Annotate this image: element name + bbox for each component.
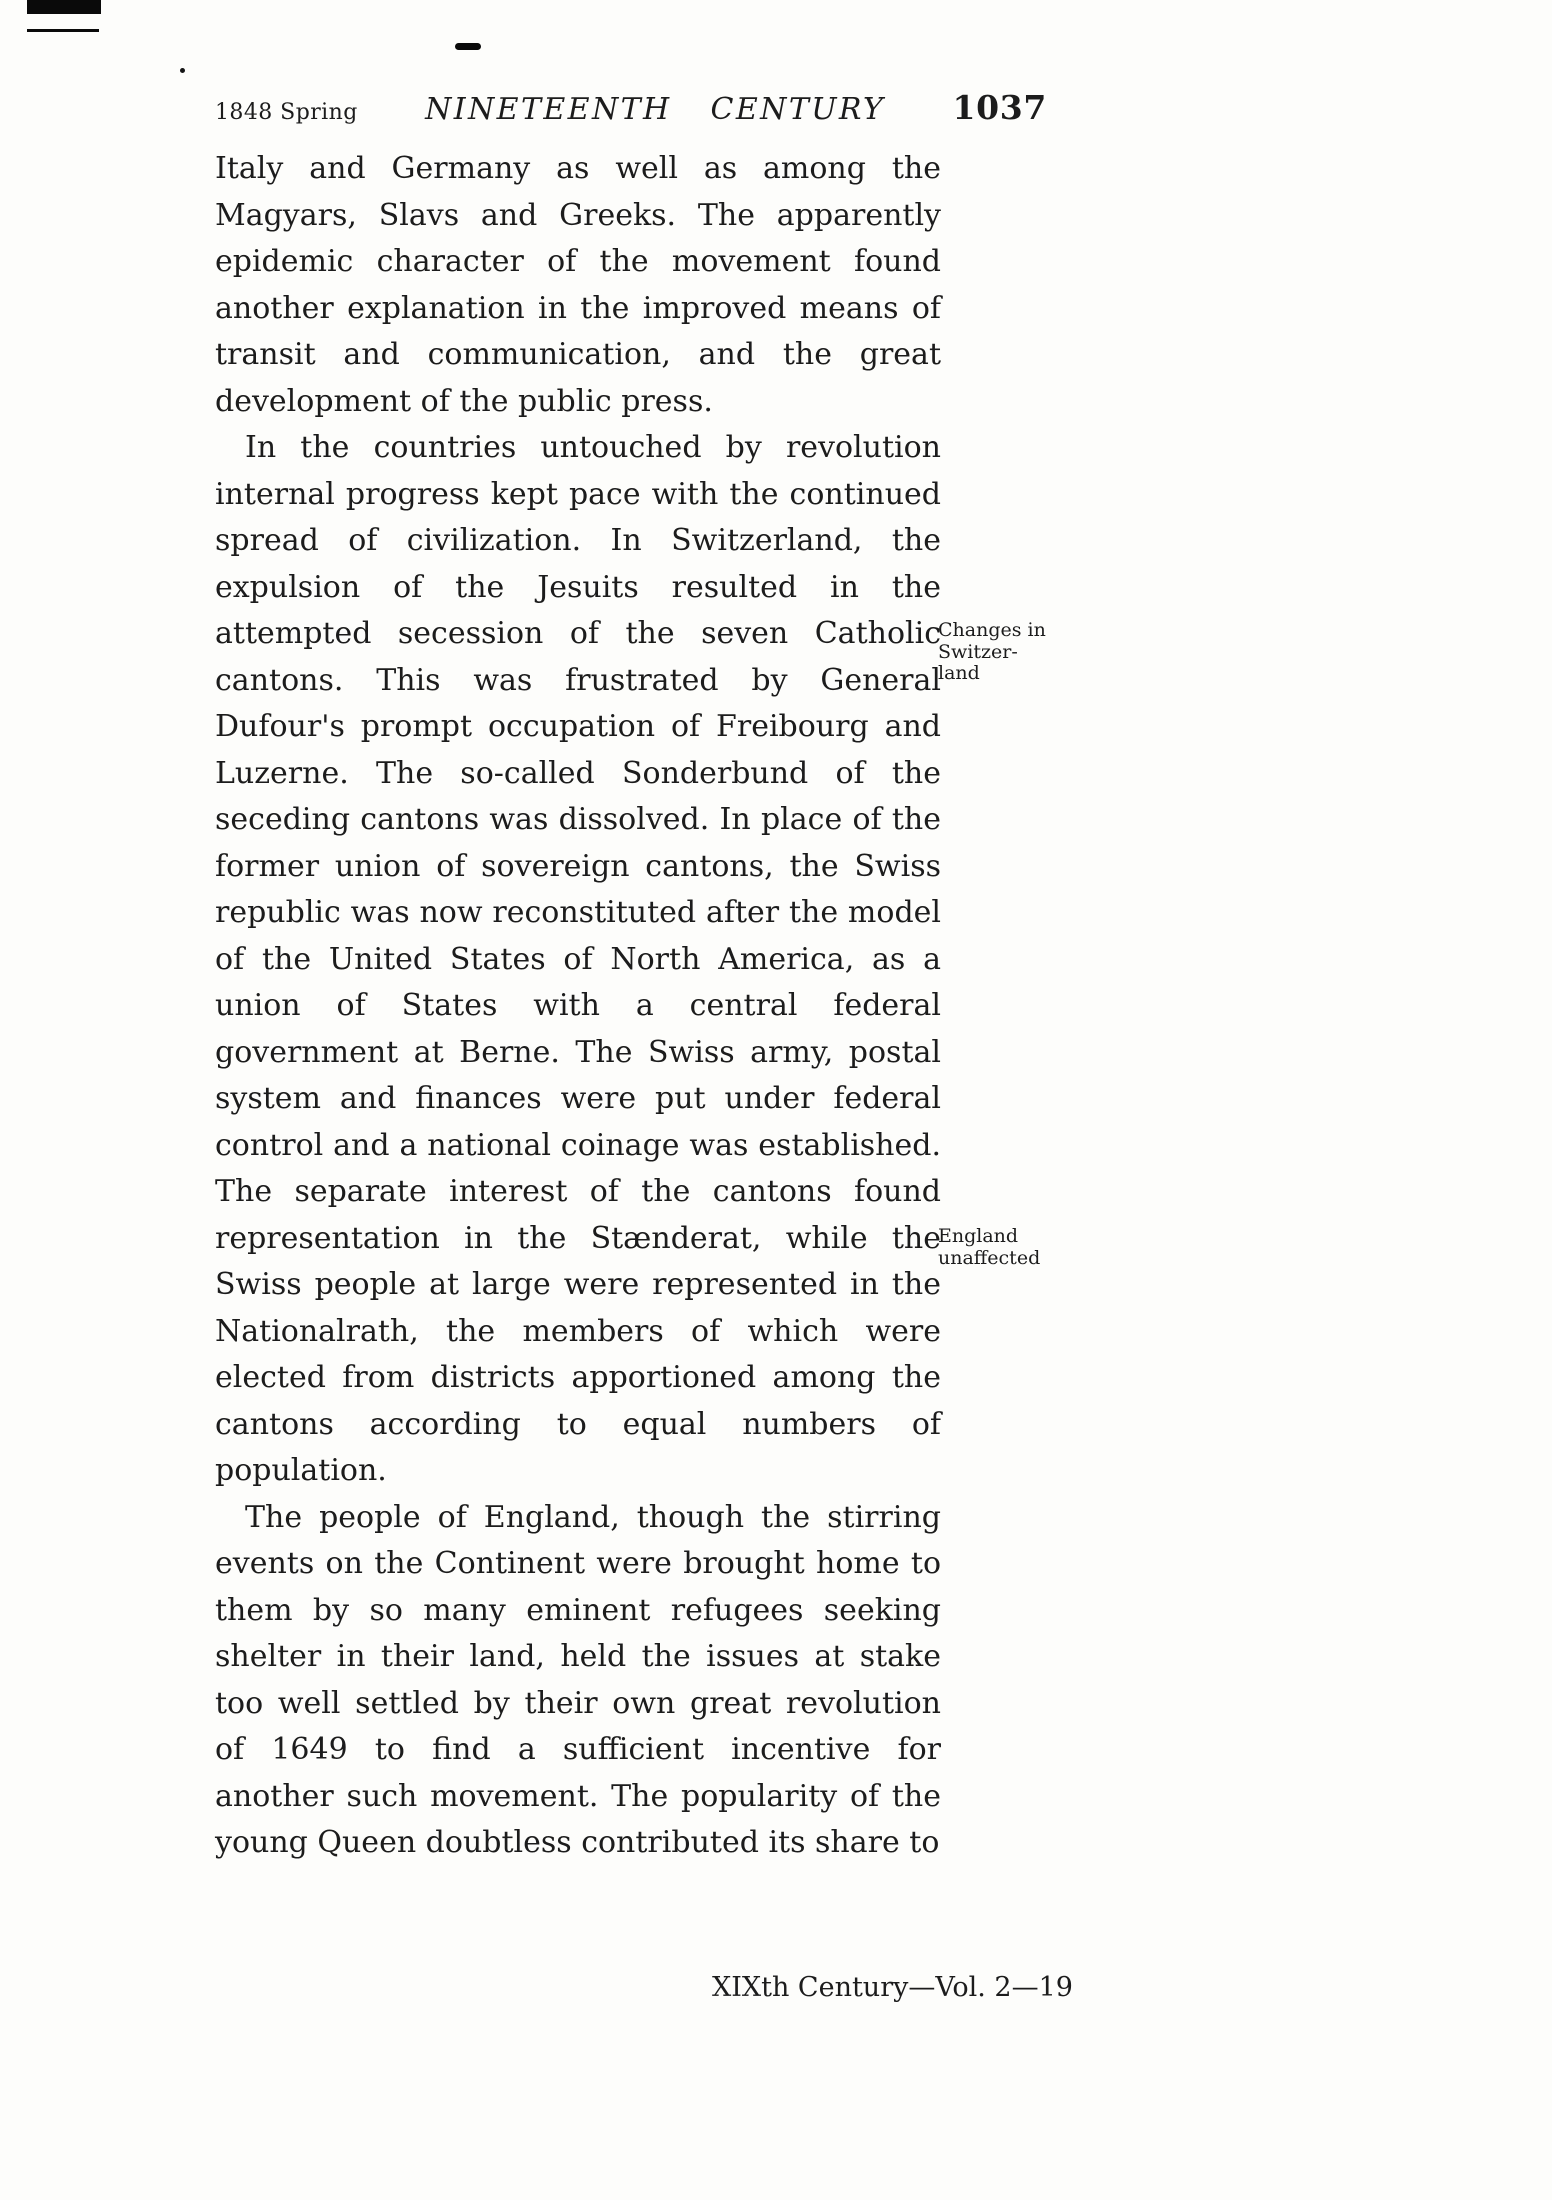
paragraph-england: The people of England, though the stirring events on the Continent were brought home to them by so many eminent refugees seeking shelter in their land, held the issues at stake too well settled by their own great revolution of 1649 to find a sufficient incentive for another such movement. The popularity of the young Queen doubtless contributed its share to [215, 1499, 941, 1860]
page-number: 1037 [952, 88, 1047, 127]
margin-note-england [938, 1226, 1056, 1269]
paragraph-continuation: Italy and Germany as well as among the Magyars, Slavs and Greeks. The apparently epidemic character of the movement found another explanation in the improved means of transit and communication, and the great development of the public press. [215, 151, 941, 419]
running-head [215, 88, 1047, 127]
margin-note-switzerland [938, 620, 1056, 685]
page-title: NINETEENTH CENTURY [425, 92, 886, 127]
volume-signature: XIXth Century—Vol. 2—19 [712, 1972, 1073, 2003]
scan-artifact-corner-bar [27, 0, 101, 14]
margin-note-line: unaffected [938, 1246, 1041, 1269]
scan-artifact-dash [455, 43, 481, 50]
margin-note-line: Switzer- [938, 640, 1018, 663]
margin-note-line: land [938, 662, 980, 684]
header-date-label: 1848 Spring [215, 100, 358, 125]
paragraph-switzerland: In the countries untouched by revolution internal progress kept pace with the continued spread of civilization. In Switzerland, the expulsion of the Jesuits resulted in the attempted secession of the seven Catholic cantons. This was frustrated by General Dufour's prompt occupation of Freibourg and Luzerne. The so-called Sonderbund of the seceding cantons was dissolved. In place of the former union of sovereign cantons, the Swiss republic was now reconstituted after the model of the United States of North America, as a union of States with a central federal government at Berne. The Swiss army, postal system and finances were put under federal control and a national coinage was established. The separate interest of the cantons found representation in the Stænderat, while the Swiss people at large were represented in the Nationalrath, the members of which were elected from districts apportioned among the cantons according to equal numbers of population. [215, 430, 941, 1488]
body-text [215, 146, 941, 1867]
margin-note-line: Changes in [938, 619, 1046, 641]
scan-artifact-corner-underline [27, 29, 99, 32]
margin-note-line: England [938, 1225, 1019, 1247]
scan-artifact-dot [180, 68, 185, 73]
